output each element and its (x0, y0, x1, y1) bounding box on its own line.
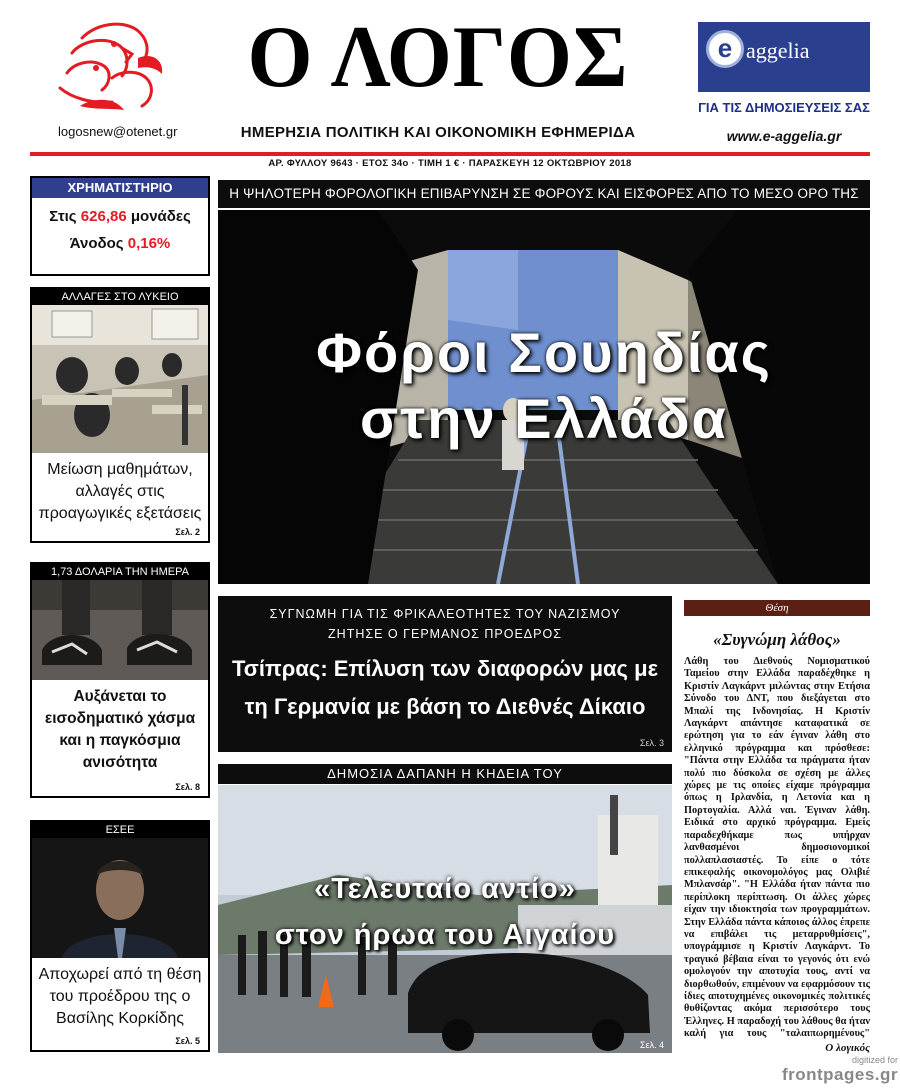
market-points-unit: μονάδες (130, 208, 191, 225)
classroom-exam-photo (32, 305, 208, 453)
story-kicker: ΕΣΕΕ (32, 822, 208, 838)
e-aggelia-wordmark: aggelia (746, 38, 810, 63)
funeral-headline (218, 866, 672, 958)
sidebar-story-esee[interactable] (30, 820, 210, 1052)
story-headline-line2: τη Γερμανία με βάση το Διεθνές Δίκαιο (244, 694, 646, 719)
story-page-ref: Σελ. 8 (175, 782, 200, 792)
market-change-value: 0,16% (127, 235, 171, 252)
sidebar-story-lyceum[interactable] (30, 287, 210, 543)
market-points-line (32, 208, 208, 225)
market-change-line (32, 235, 208, 252)
e-aggelia-ad[interactable] (698, 22, 870, 92)
story-kicker (218, 604, 672, 644)
newspaper-title: Ο ΛΟΓΟΣ (247, 9, 629, 106)
editorial-section-label: Θέση (684, 600, 870, 616)
editorial-body: Λάθη του Διεθνούς Νομισματικού Ταμείου στην Ελλάδα παραδέχθηκε η Κριστίν Λαγκάρντ μιλώντας στην Ετήσια Σύνοδο του ΔΝΤ, που διεξάγεται στο Μπαλί της Ινδονησίας. Η Κριστίν Λαγκάρντ απάντησε καταφατικά σε ερώτηση για το εάν έγιναν λάθη στο ελληνικό πρόγραμμα και πρόσθεσε: "Πάντα στην Ελλάδα τα πράγματα ήταν πολύ πιο δύσκολα σε σχέση με άλλες χώρες με τις οποίες είχαμε πρόγραμμα όπως η Ιρλανδία, η Λετονία και η Πορτογαλία. Αλλά ναι. Έγιναν λάθη. Ειδικά στο αρχικό πρόγραμμα. Εμείς παραδεχθήκαμε πως υπήρχαν λανθασμένοι δημοσιονομικοί πολλαπλασιαστές. Το είπε ο τότε επικεφαλής οικονομολόγος μας Ολιβιέ Μπλανσάρ". "Η Ελλάδα ήταν πάντα πιο περίπλοκη περίπτωση. Οι άλλες χώρες είχαν την ιδιοκτησία των προγραμμάτων. Στην Ελλάδα πάντα κάποιος άλλος έπρεπε να επιβάλει τις μεταρρυθμίσεις", υπογράμμισε η Κριστίν Λαγκάρντ. Το τραγικό βέβαια είναι το γεγονός ότι ενώ ομολογούν την αποτυχία τους, αντί να διορθωθούν, επιμένουν να εφαρμόσουν τις ίδιες αποτυχημένες οικονομικές πολιτικές θυθίζοντας ακόμα περισσότερο τους Έλληνες. Η παραδοχή του λάθους θα ήταν καλή για τους "ταλαιπωρημένους" (684, 656, 870, 1040)
watermark-site: frontpages.gr (781, 1065, 898, 1084)
lead-headline (218, 320, 870, 452)
korkidis-portrait-photo (32, 838, 208, 958)
tsipras-germany-story[interactable] (218, 596, 672, 752)
funeral-strap: ΔΗΜΟΣΙΑ ΔΑΠΑΝΗ Η ΚΗΔΕΙΑ ΤΟΥ (218, 764, 672, 784)
lead-headline-line1: Φόροι Σουηδίας (316, 321, 772, 384)
ad-url[interactable]: www.e-aggelia.gr (726, 128, 842, 144)
masthead-red-rule (30, 152, 870, 156)
newspaper-subtitle: ΗΜΕΡΗΣΙΑ ΠΟΛΙΤΙΚΗ ΚΑΙ ΟΙΚΟΝΟΜΙΚΗ ΕΦΗΜΕΡΙΔΑ (240, 124, 636, 141)
worn-shoes-photo (32, 580, 208, 680)
issue-line: ΑΡ. ΦΥΛΛΟΥ 9643 · ΕΤΟΣ 34ο · ΤΙΜΗ 1 € · ΠΑΡΑΣΚΕΥΗ 12 ΟΚΤΩΒΡΙΟΥ 2018 (268, 158, 632, 169)
story-headline-line1: Τσίπρας: Επίλυση των διαφορών μας με (231, 656, 659, 681)
ad-tagline: ΓΙΑ ΤΙΣ ΔΗΜΟΣΙΕΥΣΕΙΣ ΣΑΣ (698, 100, 870, 115)
story-kicker: 1,73 ΔΟΛΑΡΙΑ ΤΗΝ ΗΜΕΡΑ (32, 564, 208, 580)
market-points-value: 626,86 (80, 208, 127, 225)
story-headline: Αυξάνεται το εισοδηματικό χάσμα και η παγκόσμια ανισότητα (44, 688, 196, 771)
sidebar-story-inequality[interactable] (30, 562, 210, 798)
masthead-logo-faces-icon (52, 18, 170, 118)
story-headline: Αποχωρεί από τη θέση του προέδρου της ο Βασίλης Κορκίδης (38, 966, 202, 1027)
masthead (0, 0, 900, 150)
e-aggelia-logo-icon: e (706, 30, 744, 68)
funeral-headline-line1: «Τελευταίο αντίο» (314, 873, 576, 905)
story-kicker: ΑΛΛΑΓΕΣ ΣΤΟ ΛΥΚΕΙΟ (32, 289, 208, 305)
lead-headline-line2: στην Ελλάδα (360, 387, 728, 450)
story-headline (218, 650, 672, 726)
editorial-title: «Συγνώμη λάθος» (713, 630, 841, 649)
story-page-ref: Σελ. 2 (175, 527, 200, 537)
story-headline: Μείωση μαθημάτων, αλλαγές στις προαγωγικές εξετάσεις (38, 461, 202, 522)
stock-market-box (30, 176, 210, 276)
frontpages-watermark (770, 1055, 898, 1085)
story-kicker-line2: ΖΗΤΗΣΕ Ο ΓΕΡΜΑΝΟΣ ΠΡΟΕΔΡΟΣ (328, 627, 562, 641)
funeral-headline-line2: στον ήρωα του Αιγαίου (274, 919, 616, 951)
story-page-ref: Σελ. 3 (639, 738, 664, 748)
market-points-label: Στις (49, 208, 77, 225)
funeral-page-ref: Σελ. 4 (640, 1040, 665, 1050)
story-kicker-line1: ΣΥΓΝΩΜΗ ΓΙΑ ΤΙΣ ΦΡΙΚΑΛΕΟΤΗΤΕΣ ΤΟΥ ΝΑΖΙΣΜΟΥ (269, 607, 621, 621)
contact-email: logosnew@otenet.gr (58, 124, 178, 139)
watermark-small: digitized for (851, 1055, 898, 1065)
market-change-label: Άνοδος (69, 235, 124, 252)
stock-market-header: ΧΡΗΜΑΤΙΣΤΗΡΙΟ (32, 178, 208, 198)
lead-strap: Η ΨΗΛΟΤΕΡΗ ΦΟΡΟΛΟΓΙΚΗ ΕΠΙΒΑΡΥΝΣΗ ΣΕ ΦΟΡΟΥΣ ΚΑΙ ΕΙΣΦΟΡΕΣ ΑΠΟ ΤΟ ΜΕΣΟ ΟΡΟ ΤΗΣ (218, 180, 870, 208)
editorial-signature: Ο λογικός (825, 1042, 870, 1054)
story-page-ref: Σελ. 5 (175, 1036, 200, 1046)
